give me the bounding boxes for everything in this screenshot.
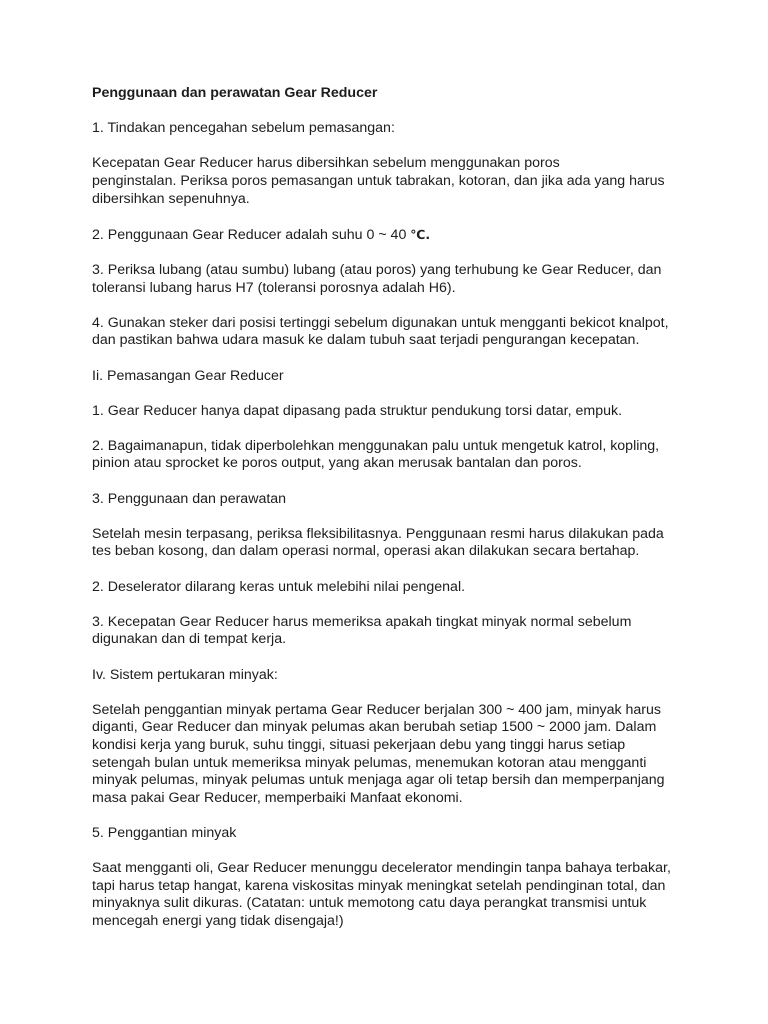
- text-line: 3. Kecepatan Gear Reducer harus memeriksa apakah tingkat minyak normal sebelum: [92, 613, 632, 630]
- paragraph-rated-value: [92, 579, 708, 597]
- text-line: pinion atau sprocket ke poros output, yang akan merusak bantalan dan poros.: [92, 455, 582, 472]
- paragraph-usage-heading: [92, 491, 708, 509]
- text-line: Kecepatan Gear Reducer harus dibersihkan sebelum menggunakan poros: [92, 155, 560, 172]
- text-line: 1. Tindakan pencegahan sebelum pemasangan:: [92, 120, 395, 137]
- paragraph-hole-tolerance: [92, 262, 708, 297]
- text-line: dan pastikan bahwa udara masuk ke dalam tubuh saat terjadi pengurangan kecepatan.: [92, 332, 640, 349]
- text-line: Setelah mesin terpasang, periksa fleksibilitasnya. Penggunaan resmi harus dilakukan pada: [92, 525, 664, 542]
- paragraph-oil-change: [92, 860, 708, 930]
- text-line: 3. Periksa lubang (atau sumbu) lubang (atau poros) yang terhubung ke Gear Reducer, dan: [92, 261, 662, 278]
- text-line: digunakan dan di tempat kerja.: [92, 631, 287, 648]
- text-line: 1. Gear Reducer hanya dapat dipasang pada struktur pendukung torsi datar, empuk.: [92, 402, 623, 419]
- paragraph-oil-level: [92, 614, 708, 649]
- text-line: tapi harus tetap hangat, karena viskositas minyak meningkat setelah pendinginan total, dan: [92, 877, 666, 894]
- paragraph-plug: [92, 315, 708, 350]
- text-line: toleransi lubang harus H7 (toleransi porosnya adalah H6).: [92, 279, 456, 296]
- paragraph-cleaning: [92, 155, 708, 208]
- paragraph-installation-heading: [92, 368, 708, 386]
- text-line: 4. Gunakan steker dari posisi tertinggi sebelum digunakan untuk mengganti bekicot knalpot,: [92, 314, 669, 331]
- paragraph-mounting: [92, 403, 708, 421]
- paragraph-pre-install-heading: [92, 120, 708, 138]
- paragraph-hammer-warning: [92, 438, 708, 473]
- document-title: Penggunaan dan perawatan Gear Reducer: [92, 85, 378, 101]
- text-line: tes beban kosong, dan dalam operasi normal, operasi akan dilakukan secara bertahap.: [92, 543, 640, 560]
- text-line: 2. Bagaimanapun, tidak diperbolehkan menggunakan palu untuk mengetuk katrol, kopling,: [92, 437, 660, 454]
- paragraph-oil-change-heading: [92, 825, 708, 843]
- text-line: minyak pelumas, minyak pelumas untuk menjaga agar oli tetap bersih dan memperpanjang: [92, 772, 665, 789]
- text-line: mencegah energi yang tidak disengaja!): [92, 912, 344, 929]
- paragraph-flexibility: [92, 526, 708, 561]
- text-line: kondisi kerja yang buruk, suhu tinggi, situasi pekerjaan debu yang tinggi harus setiap: [92, 736, 626, 753]
- text-line: Ii. Pemasangan Gear Reducer: [92, 367, 284, 384]
- paragraph-temperature: [92, 226, 708, 245]
- text-line: 3. Penggunaan dan perawatan: [92, 490, 287, 507]
- text-line: 5. Penggantian minyak: [92, 824, 237, 841]
- text-line: minyaknya sulit dikuras. (Catatan: untuk memotong catu daya perangkat transmisi untuk: [92, 895, 647, 912]
- text-line: Saat mengganti oli, Gear Reducer menunggu decelerator mendingin tanpa bahaya terbakar,: [92, 860, 671, 877]
- temperature-text: 2. Penggunaan Gear Reducer adalah suhu 0 ~ 40: [92, 226, 411, 243]
- paragraph-oil-exchange-heading: [92, 667, 708, 685]
- celsius-unit: ℃.: [410, 226, 431, 242]
- text-line: [92, 226, 708, 245]
- text-line: dibersihkan sepenuhnya.: [92, 190, 250, 207]
- paragraph-oil-exchange: [92, 702, 708, 808]
- text-line: Setelah penggantian minyak pertama Gear Reducer berjalan 300 ~ 400 jam, minyak harus: [92, 701, 662, 718]
- text-line: diganti, Gear Reducer dan minyak pelumas akan berubah setiap 1500 ~ 2000 jam. Dalam: [92, 719, 657, 736]
- text-line: Iv. Sistem pertukaran minyak:: [92, 666, 278, 683]
- text-line: 2. Deselerator dilarang keras untuk melebihi nilai pengenal.: [92, 578, 466, 595]
- text-line: penginstalan. Periksa poros pemasangan untuk tabrakan, kotoran, dan jika ada yang harus: [92, 172, 665, 189]
- text-line: masa pakai Gear Reducer, memperbaiki Manfaat ekonomi.: [92, 789, 463, 806]
- text-line: setengah bulan untuk memeriksa minyak pelumas, menemukan kotoran atau mengganti: [92, 754, 647, 771]
